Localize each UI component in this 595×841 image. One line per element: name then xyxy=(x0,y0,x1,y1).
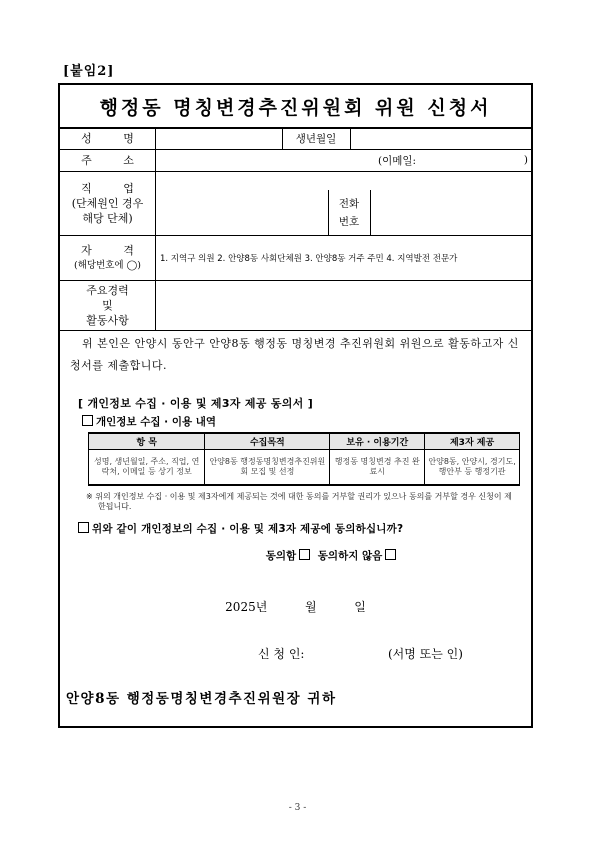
address-label-cell xyxy=(60,149,155,171)
career-label-cell xyxy=(60,280,155,330)
agree-checkbox[interactable] xyxy=(299,549,310,560)
applicant-label: 신 청 인: xyxy=(258,647,305,661)
page-number: - 3 - xyxy=(288,803,307,813)
privacy-table xyxy=(88,432,520,486)
consent-subtitle: 개인정보 수집 · 이용 내역 xyxy=(96,416,217,428)
birth-label-cell xyxy=(282,127,350,149)
application-statement: 위 본인은 안양시 동안구 안양8동 행정동 명칭변경 추진위원회 위원으로 활동하고자 신청서를 제출합니다. xyxy=(70,337,519,372)
form-title-row xyxy=(60,85,531,129)
consent-question-row xyxy=(78,521,518,536)
header-period: 보유 · 이용기간 xyxy=(330,433,425,450)
header-purpose: 수집목적 xyxy=(205,433,330,450)
job-field[interactable] xyxy=(156,171,328,235)
date-line xyxy=(60,598,531,615)
phone-label-sub: 번호 xyxy=(338,215,360,228)
job-label: 직 업 xyxy=(81,181,148,195)
address-label: 주 소 xyxy=(81,153,148,167)
agree-options xyxy=(78,548,518,563)
qual-options[interactable]: 1. 지역구 의원 2. 안양8동 사회단체원 3. 안양8동 거주 주민 4. 지역발전 전문가 xyxy=(160,253,458,264)
addressee: 안양8동 행정동명칭변경추진위원장 귀하 xyxy=(66,691,337,707)
consent-question: 위와 같이 개인정보의 수집 · 이용 및 제3자 제공에 동의하십니까? xyxy=(92,523,404,535)
qual-label: 자 격 xyxy=(81,243,148,257)
header-items: 항 목 xyxy=(89,433,205,450)
job-label-sub2: 해당 단체) xyxy=(82,211,133,225)
cell-third-party: 안양8동, 안양시, 경기도, 행안부 등 행정기관 xyxy=(425,450,520,486)
consent-subtitle-row xyxy=(78,414,518,429)
name-field[interactable] xyxy=(156,127,282,149)
career-label-sub: 활동사항 xyxy=(86,313,129,327)
cell-items: 성명, 생년월일, 주소, 직업, 연락처, 이메일 등 상기 정보 xyxy=(89,450,205,486)
agree-label: 동의함 xyxy=(265,550,297,562)
checkbox-icon[interactable] xyxy=(78,522,89,533)
privacy-table-header xyxy=(89,433,520,450)
qual-label-sub: (해당번호에 ◯) xyxy=(74,259,141,271)
job-label-cell xyxy=(60,171,155,235)
address-field[interactable] xyxy=(156,149,376,171)
career-label: 주요경력 xyxy=(86,283,129,297)
qual-label-cell xyxy=(60,235,155,280)
phone-label-cell xyxy=(328,190,370,235)
cell-period: 행정동 명칭변경 추진 완료시 xyxy=(330,450,425,486)
cell-purpose: 안양8동 행정동명칭변경추진위원회 모집 및 선정 xyxy=(205,450,330,486)
row-divider xyxy=(60,330,531,331)
email-cell[interactable] xyxy=(378,149,528,171)
email-label: (이메일: xyxy=(378,154,417,167)
table-row xyxy=(89,450,520,486)
name-label-cell xyxy=(60,127,155,149)
disagree-label: 동의하지 않음 xyxy=(317,550,383,562)
name-label: 성 명 xyxy=(81,131,148,145)
annex-label: [붙임2] xyxy=(63,64,115,79)
form-title: 행정동 명칭변경추진위원회 위원 신청서 xyxy=(99,96,492,119)
birth-field[interactable] xyxy=(351,127,533,149)
signature-label[interactable]: (서명 또는 인) xyxy=(388,647,463,661)
email-close: ) xyxy=(523,154,528,166)
disagree-checkbox[interactable] xyxy=(385,549,396,560)
career-label-and: 및 xyxy=(102,298,113,312)
consent-notice: ※ 위의 개인정보 수집 · 이용 및 제3자에게 제공되는 것에 대한 동의를 거부할 권리가 있으나 동의를 거부할 경우 신청이 제한됩니다. xyxy=(86,492,512,511)
application-form xyxy=(58,83,533,728)
job-label-sub: (단체원인 경우 xyxy=(71,196,144,210)
birth-label: 생년월일 xyxy=(295,132,337,145)
phone-field[interactable] xyxy=(371,190,533,235)
date-day[interactable]: 일 xyxy=(354,600,366,614)
header-third-party: 제3자 제공 xyxy=(425,433,520,450)
checkbox-icon xyxy=(82,415,93,426)
applicant-line xyxy=(258,645,463,662)
date-month[interactable]: 월 xyxy=(304,600,317,614)
consent-title: [ 개인정보 수집 · 이용 및 제3자 제공 동의서 ] xyxy=(78,397,314,410)
consent-section xyxy=(78,395,518,563)
date-year[interactable]: 2025년 xyxy=(225,600,268,614)
career-field[interactable] xyxy=(156,280,533,330)
phone-label: 전화 xyxy=(338,197,360,210)
